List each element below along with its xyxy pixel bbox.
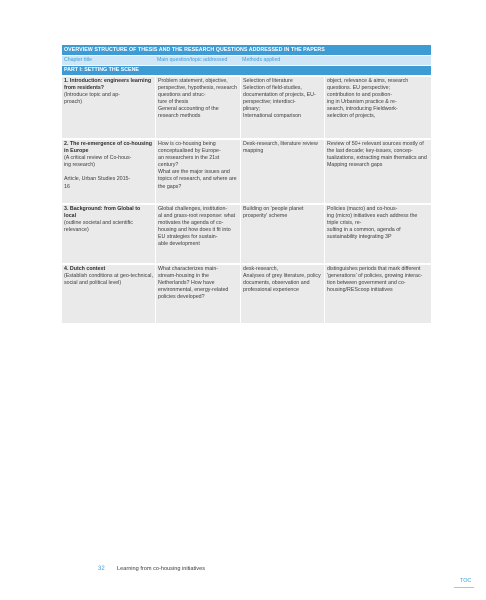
question-cell: What characterizes main- stream-housing in the Netherlands? How have environmental, energy-related policies developed? (155, 265, 240, 323)
toc-link[interactable]: TOC (460, 578, 472, 584)
chapter-cell (62, 140, 155, 203)
chapter-title: 3. Background: from Global to local (64, 206, 141, 220)
header-methods-applied: Methods applied (242, 57, 281, 63)
table-header-row (62, 56, 431, 65)
table-row (62, 140, 431, 203)
page-number: 32 (98, 566, 105, 572)
table-title: OVERVIEW STRUCTURE OF THESIS AND THE RESEARCH QUESTIONS ADDRESSED IN THE PAPERS (62, 45, 431, 55)
methods-cell: desk-research, Analyses of grey literature, policy documents, observation and professional experience (240, 265, 324, 323)
question-cell: Global challenges, institution- al and grass-root response: what motivates the agenda of co-housing and how does it fit into EU strategies for sustain- able development (155, 205, 240, 263)
chapter-cell (62, 77, 155, 138)
chapter-note: (A critical review of Co-hous- ing research) Article, Urban Studies 2015- 16 (64, 155, 132, 190)
methods-cell: Selection of literature Selection of field-studies, documentation of projects, EU-perspective; interdisci- plinary; International comparison (240, 77, 324, 138)
table-row (62, 265, 431, 323)
chapter-cell (62, 265, 155, 323)
part-heading: PART I: SETTING THE SCENE (62, 66, 431, 75)
results-cell: Policies (macro) and co-hous- ing (micro) initiatives each address the triple crisis, re- sulting in a common, agenda of sustainability integrating 3P (324, 205, 431, 263)
chapter-note: (outline societal and scientific relevance) (64, 220, 133, 234)
table-row (62, 77, 431, 138)
chapter-note: (Introduce topic and ap- proach) (64, 92, 120, 106)
overview-table (62, 45, 431, 323)
table-row (62, 205, 431, 263)
chapter-title: 1. Introduction: engineers learning from residents? (64, 78, 152, 92)
methods-cell: Desk-research, literature review mapping (240, 140, 324, 203)
results-cell: object, relevance & aims, research questions. EU perspective; contribution to and position- ing in Urbanism practice & re- search, introducing Fieldwork- selection of projects, (324, 77, 431, 138)
running-footer-title: Learning from co-housing initiatives (117, 566, 205, 572)
chapter-title: 2. The re-emergence of co-housing in Europe (64, 141, 153, 155)
chapter-note: (Establish conditions at geo-technical, social and political level) (64, 273, 153, 287)
chapter-cell (62, 205, 155, 263)
header-results (324, 56, 431, 65)
toc-underline (454, 587, 474, 588)
header-main-question: Main question/topic addressed (156, 57, 228, 63)
chapter-title: 4. Dutch context (64, 266, 106, 272)
header-chapter-title: Chapter title (64, 57, 92, 63)
results-cell: Review of 50+ relevant sources mostly of the last decade; key-issues, concep- tualizations, extracting main thematics and Mapping research gaps (324, 140, 431, 203)
question-cell: How is co-housing being conceptualised by Europe- an researchers in the 21st century? What are the major issues and topics of research, and where are the gaps? (155, 140, 240, 203)
results-cell: distinguishes periods that mark different 'generations' of policies, growing interac- tion between government and co-housing/REScoop initiatives (324, 265, 431, 323)
methods-cell: Building on 'people planet prosperity' scheme (240, 205, 324, 263)
question-cell: Problem statement, objective, perspective, hypothesis, research questions and struc- ture of thesis General accounting of the research methods (155, 77, 240, 138)
